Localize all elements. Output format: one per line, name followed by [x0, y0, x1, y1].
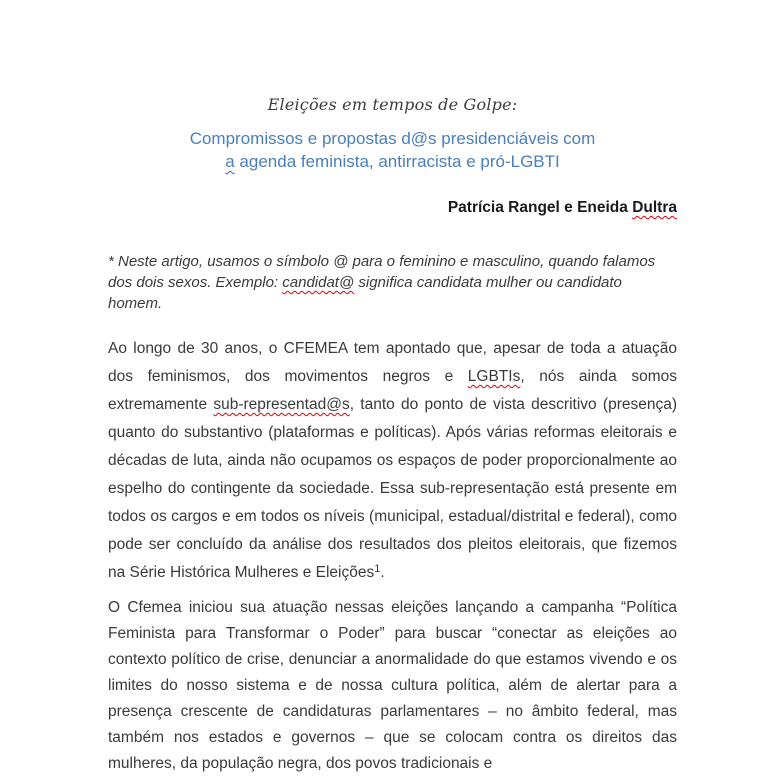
paragraph-1-text: . — [380, 564, 385, 581]
note-misspelled-word: candidat@ — [282, 274, 355, 291]
document-subtitle — [108, 127, 677, 173]
subtitle-line-1: Compromissos e propostas d@s presidenciáveis com — [189, 129, 596, 148]
paragraph-1-text: Ao longo de 30 anos, o CFEMEA tem apontado que, apesar de toda a atuação dos feminismos, dos movimentos negros e — [108, 340, 677, 385]
paragraph-2: O Cfemea iniciou sua atuação nessas eleições lançando a campanha “Política Feminista para Transformar o Poder” para buscar “conectar as eleições ao contexto político de crise, denunciar a anormalidade do que estamos vivendo e os limites do nosso sistema e de nossa cultura política, além de alertar para a presença crescente de candidaturas parlamentares – no âmbito federal, mas também nos estados e governos – que se colocam contra os direitos das mulheres, da população negra, dos povos tradicionais e — [108, 599, 677, 772]
paragraph-1 — [108, 335, 677, 587]
footnote-reference: 1 — [374, 563, 381, 575]
byline — [108, 198, 677, 218]
subtitle-line-2 — [225, 152, 560, 171]
misspelled-word-lgbtis: LGBTIs — [467, 368, 521, 385]
document-title: Eleições em tempos de Golpe: — [267, 95, 518, 114]
byline-misspelled-word: Dultra — [632, 199, 677, 216]
grammar-flagged-word: a — [225, 152, 235, 171]
footnote-style-note — [108, 251, 677, 314]
note-text-1: * Neste artigo, usamos o símbolo @ para o feminino e masculino, quando falamos dos dois sexos. Exemplo: — [108, 253, 656, 291]
note-text-2: significa candidata mulher ou candidato homem. — [108, 274, 622, 312]
paragraph-1-text: , nós ainda somos extremamente — [108, 368, 677, 413]
misspelled-word-subrepresentads: sub-representad@s — [213, 396, 350, 413]
subtitle-line-2-rest: agenda feminista, antirracista e pró-LGBTI — [234, 152, 560, 171]
document-content — [108, 0, 677, 777]
paragraph-1-text: , tanto do ponto de vista descritivo (presença) quanto do substantivo (plataformas e políticas). Após várias reformas eleitorais e décadas de luta, ainda não ocupamos os espaços de poder proporcionalmente ao espelho do contingente da sociedade. Essa sub-representação está presente em todos os cargos e em todos os níveis (municipal, estadual/distrital e federal), como pode ser concluído da análise dos resultados dos pleitos eleitorais, que fizemos na Série Histórica Mulheres e Eleições — [108, 396, 677, 581]
byline-text: Patrícia Rangel e Eneida — [447, 199, 633, 216]
